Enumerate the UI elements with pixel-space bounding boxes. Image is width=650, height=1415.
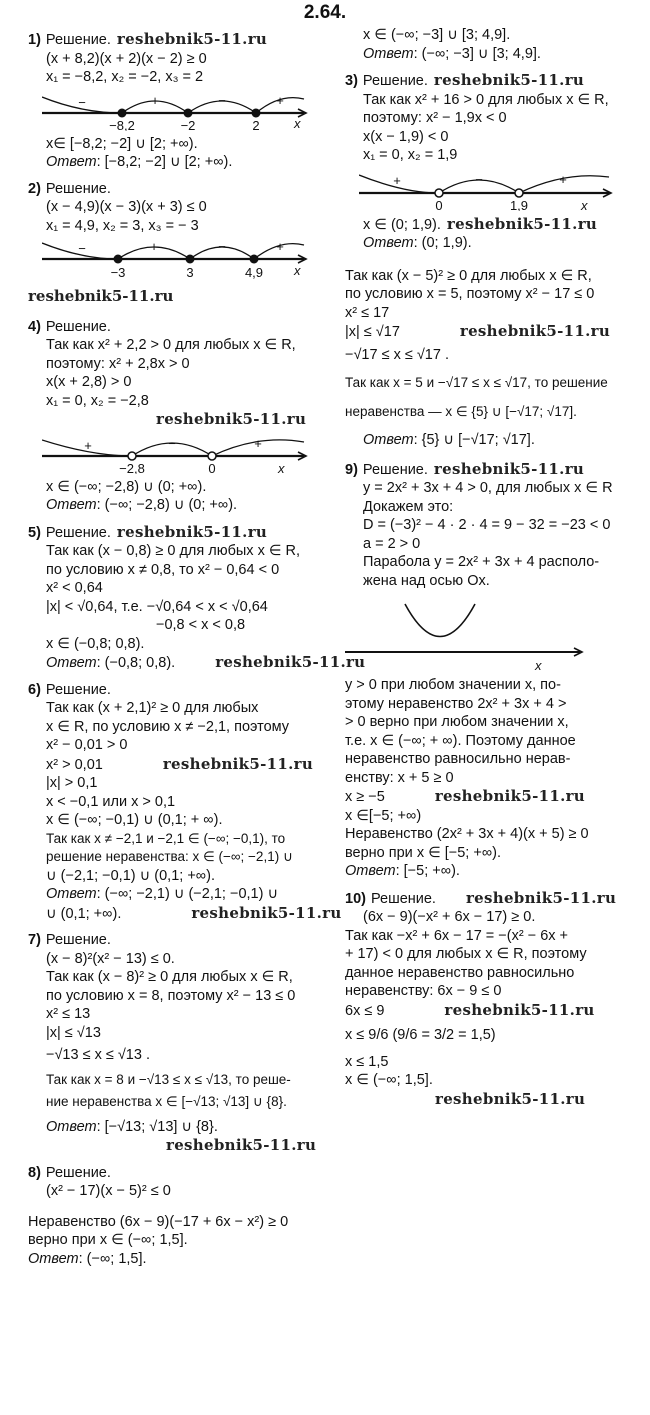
watermark: reshebnik5-11.ru [433, 71, 585, 89]
answer: : (−∞; 1,5]. [78, 1250, 147, 1267]
problem-9 [345, 460, 640, 881]
step: |x| ≤ √13 [46, 1024, 101, 1041]
step: x ∈ (−∞; −0,1) ∪ (0,1; + ∞). [46, 812, 223, 828]
step: данное неравенство равносильно [345, 964, 575, 981]
step: x ∈[−5; +∞) [345, 807, 422, 824]
problem-8-continued [345, 267, 640, 450]
step: Так как (x − 0,8) ≥ 0 для любых x ∈ R, [46, 543, 301, 559]
step: > 0 верно при любом значении x, [345, 714, 569, 730]
answer-label: Ответ [363, 45, 414, 62]
tick-label: 3 [186, 265, 194, 279]
problem-heading: Решение. [45, 932, 111, 948]
step: Так как x ≠ −2,1 и −2,1 ∈ (−∞; −0,1), то [46, 830, 286, 846]
tick-label: −8,2 [109, 117, 135, 131]
step: x² ≤ 17 [345, 304, 390, 321]
step: Так как x = 5 и −√17 ≤ x ≤ √17, то решение [345, 375, 608, 390]
problem-3 [345, 71, 640, 253]
problem-number: 10) [345, 890, 366, 907]
problem-heading: Решение. [45, 681, 111, 698]
answer: : [−8,2; −2] ∪ [2; +∞). [96, 154, 233, 170]
step: 6x ≤ 9 [345, 1002, 385, 1019]
problem-number: 1) [28, 32, 41, 48]
step: т.е. x ∈ (−∞; + ∞). Поэтому данное [345, 732, 576, 749]
watermark: reshebnik5-11.ru [116, 30, 268, 48]
watermark: reshebnik5-11.ru [444, 1000, 595, 1019]
axis-variable: x [535, 658, 542, 673]
step: x ∈ (−∞; 1,5]. [345, 1072, 433, 1088]
problem-number: 6) [28, 681, 41, 698]
problem-10 [345, 889, 640, 1110]
tick-label: −2 [180, 117, 196, 131]
step: (x² − 17)(x − 5)² ≤ 0 [46, 1183, 171, 1199]
step: x² − 0,01 > 0 [46, 737, 128, 753]
problem-heading: Решение. [45, 1164, 111, 1181]
problem-number: 4) [28, 318, 41, 335]
problem-8 [28, 1164, 333, 1201]
step: Так как (x + 2,1)² ≥ 0 для любых [46, 700, 259, 716]
step: x² > 0,01 [46, 756, 103, 773]
problem-heading: Решение. [45, 180, 111, 197]
step: Так как x² + 2,2 > 0 для любых x ∈ R, [46, 337, 296, 353]
answer: : {5} ∪ [−√17; √17]. [413, 432, 535, 448]
step: (x − 8)²(x² − 13) ≤ 0. [46, 950, 175, 967]
step: x ∈ (−∞; −3] ∪ [3; 4,9]. [363, 27, 511, 43]
step: енству: x + 5 ≥ 0 [345, 769, 454, 786]
number-line [42, 237, 312, 279]
step: x₁ = 4,9, x₂ = 3, x₃ = − 3 [46, 217, 199, 234]
step: x ∈ (−∞; −2,8) ∪ (0; +∞). [46, 478, 207, 495]
tick-label: 0 [208, 460, 216, 474]
step: |x| ≤ √17 [345, 324, 400, 340]
sign-label: − [475, 171, 483, 187]
axis-variable: x [278, 460, 285, 474]
problem-number: 8) [28, 1164, 41, 1181]
watermark: reshebnik5-11.ru [215, 653, 366, 671]
step: по условию x = 5, поэтому x² − 17 ≤ 0 [345, 286, 595, 302]
step: x₁ = 0, x₂ = 1,9 [363, 147, 458, 163]
sign-label: + [276, 239, 284, 254]
tick-label: 0 [435, 197, 443, 211]
step: поэтому: x² + 2,8x > 0 [46, 355, 190, 372]
answer-label: Ответ [28, 1250, 79, 1267]
tick-label: −2,8 [119, 460, 145, 474]
step: −√17 ≤ x ≤ √17 . [345, 346, 449, 363]
tick-label: 1,9 [509, 197, 529, 211]
sign-label: − [218, 92, 226, 108]
problem-number: 9) [345, 461, 358, 478]
step: решение неравенства: x ∈ (−∞; −2,1) ∪ [46, 849, 293, 864]
problem-heading: Решение. [370, 890, 436, 907]
step: неравенству: 6x − 9 ≤ 0 [345, 983, 502, 999]
step: y > 0 при любом значении x, по- [345, 677, 561, 693]
sign-label: − [78, 94, 86, 110]
problem-5 [28, 522, 366, 673]
step: (x − 4,9)(x − 3)(x + 3) ≤ 0 [46, 199, 207, 215]
sign-label: + [559, 171, 567, 187]
left-column [28, 30, 366, 1276]
step: x² < 0,64 [46, 580, 103, 596]
problem-4 [28, 318, 333, 515]
step: y = 2x² + 3x + 4 > 0, для любых x ∈ R [363, 480, 613, 496]
step: Так как x = 8 и −√13 ≤ x ≤ √13, то реше- [46, 1071, 291, 1087]
step: x(x + 2,8) > 0 [46, 374, 132, 390]
watermark: reshebnik5-11.ru [116, 522, 268, 541]
problem-heading: Решение. [45, 318, 111, 335]
step: −√13 ≤ x ≤ √13 . [46, 1047, 150, 1063]
problem-heading: Решение. [362, 73, 428, 89]
axis-variable: x [581, 197, 588, 211]
problem-2 [28, 180, 333, 310]
answer-label: Ответ [46, 886, 97, 902]
watermark: reshebnik5-11.ru [156, 410, 307, 428]
step: x < −0,1 или x > 0,1 [46, 793, 176, 810]
answer-label: Ответ [46, 1118, 97, 1135]
step: x ∈ (−0,8; 0,8). [46, 635, 145, 652]
step: x₁ = 0, x₂ = −2,8 [46, 392, 149, 409]
problem-number: 3) [345, 73, 358, 89]
watermark: reshebnik5-11.ru [191, 903, 342, 922]
step: x² ≤ 13 [46, 1006, 91, 1022]
tick-label: 4,9 [244, 265, 264, 279]
number-line [359, 167, 619, 211]
answer: : [−5; +∞). [395, 863, 460, 879]
step: x ≥ −5 [345, 789, 385, 805]
answer-label: Ответ [46, 497, 97, 513]
step: верно при x ∈ [−5; +∞). [345, 844, 502, 861]
step: x∈ [−8,2; −2] ∪ [2; +∞). [46, 135, 198, 152]
answer-label: Ответ [345, 863, 396, 879]
step: этому неравенство 2x² + 3x + 4 > [345, 695, 567, 712]
problem-10-continued [28, 1213, 333, 1269]
step: |x| < √0,64, т.е. −√0,64 < x < √0,64 [46, 598, 268, 615]
answer-label: Ответ [363, 432, 414, 448]
problem-2-continued [345, 26, 640, 63]
step: x(x − 1,9) < 0 [363, 128, 449, 145]
sign-label: − [78, 241, 86, 256]
step: по условию x = 8, поэтому x² − 13 ≤ 0 [46, 987, 296, 1004]
tick-label: −3 [110, 265, 126, 279]
answer: : [−√13; √13] ∪ {8}. [96, 1118, 218, 1135]
step: верно при x ∈ (−∞; 1,5]. [28, 1232, 188, 1248]
watermark: reshebnik5-11.ru [162, 754, 314, 773]
watermark: reshebnik5-11.ru [465, 888, 617, 907]
step: Так как (x − 8)² ≥ 0 для любых x ∈ R, [46, 969, 293, 985]
page-title: 2.64. [303, 2, 347, 23]
right-column [345, 26, 640, 1117]
step: неравенство равносильно нерав- [345, 751, 571, 767]
problem-heading: Решение. [362, 461, 428, 478]
answer-label: Ответ [46, 154, 97, 170]
step: a = 2 > 0 [363, 535, 421, 552]
step: −0,8 < x < 0,8 [156, 617, 246, 633]
sign-label: + [151, 92, 159, 108]
step: Парабола y = 2x² + 3x + 4 располо- [363, 554, 600, 570]
step: (x + 8,2)(x + 2)(x − 2) ≥ 0 [46, 50, 207, 67]
problem-heading: Решение. [45, 32, 111, 48]
watermark: reshebnik5-11.ru [435, 1089, 586, 1108]
step: по условию x ≠ 0,8, то x² − 0,64 < 0 [46, 561, 280, 578]
step: D = (−3)² − 4 · 2 · 4 = 9 − 32 = −23 < 0 [363, 517, 611, 533]
step: поэтому: x² − 1,9x < 0 [363, 110, 507, 126]
step: Неравенство (2x² + 3x + 4)(x + 5) ≥ 0 [345, 826, 589, 842]
step: (6x − 9)(−x² + 6x − 17) ≥ 0. [363, 909, 536, 925]
parabola-graph [345, 594, 605, 674]
problem-number: 7) [28, 932, 41, 948]
step: Докажем это: [363, 498, 454, 515]
sign-label: + [84, 437, 92, 453]
watermark: reshebnik5-11.ru [433, 459, 585, 478]
step: ∪ (−2,1; −0,1) ∪ (0,1; +∞). [46, 867, 215, 884]
watermark: reshebnik5-11.ru [434, 787, 586, 805]
answer-label: Ответ [46, 655, 97, 671]
step: x ≤ 1,5 [345, 1053, 389, 1070]
step: Так как x² + 16 > 0 для любых x ∈ R, [363, 91, 609, 108]
step: Так как −x² + 6x − 17 = −(x² − 6x + [345, 927, 569, 944]
step: x ∈ (0; 1,9). [363, 216, 441, 233]
problem-number: 2) [28, 180, 41, 197]
sign-label: − [168, 435, 176, 451]
step: |x| > 0,1 [46, 775, 98, 791]
watermark: reshebnik5-11.ru [459, 322, 611, 340]
sign-label: + [254, 435, 262, 451]
problem-1 [28, 30, 333, 172]
step: + 17) < 0 для любых x ∈ R, поэтому [345, 946, 587, 962]
sign-label: + [150, 239, 158, 254]
step: x ≤ 9/6 (9/6 = 3/2 = 1,5) [345, 1027, 496, 1043]
answer: : (−∞; −2,1) ∪ (−2,1; −0,1) ∪ [96, 886, 279, 902]
step: Так как (x − 5)² ≥ 0 для любых x ∈ R, [345, 267, 592, 284]
sign-label: + [393, 172, 401, 188]
axis-variable: x [294, 263, 301, 278]
tick-label: 2 [252, 117, 260, 131]
watermark: reshebnik5-11.ru [28, 287, 174, 305]
watermark: reshebnik5-11.ru [166, 1136, 317, 1154]
answer: : (0; 1,9). [413, 235, 472, 251]
step: x₁ = −8,2, x₂ = −2, x₃ = 2 [46, 69, 204, 85]
answer: : (−0,8; 0,8). [96, 655, 176, 671]
answer-label: Ответ [363, 235, 414, 251]
step: ние неравенства x ∈ [−√13; √13] ∪ {8}. [46, 1094, 287, 1109]
axis-variable: x [294, 115, 301, 131]
answer: : (−∞; −3] ∪ [3; 4,9]. [413, 45, 541, 62]
number-line [42, 432, 312, 474]
watermark: reshebnik5-11.ru [446, 214, 598, 233]
problem-heading: Решение. [45, 524, 111, 541]
problem-number: 5) [28, 524, 41, 541]
problem-7 [28, 931, 333, 1156]
step: x ∈ R, по условию x ≠ −2,1, поэтому [46, 718, 290, 735]
step: ∪ (0,1; +∞). [46, 905, 122, 922]
answer: : (−∞; −2,8) ∪ (0; +∞). [96, 497, 238, 513]
step: жена над осью Ox. [363, 572, 490, 589]
problem-6 [28, 681, 342, 924]
step: Неравенство (6x − 9)(−17 + 6x − x²) ≥ 0 [28, 1213, 289, 1230]
step: неравенства — x ∈ {5} ∪ [−√17; √17]. [345, 403, 577, 419]
number-line [42, 89, 312, 131]
sign-label: − [218, 239, 226, 254]
sign-label: + [276, 92, 284, 108]
